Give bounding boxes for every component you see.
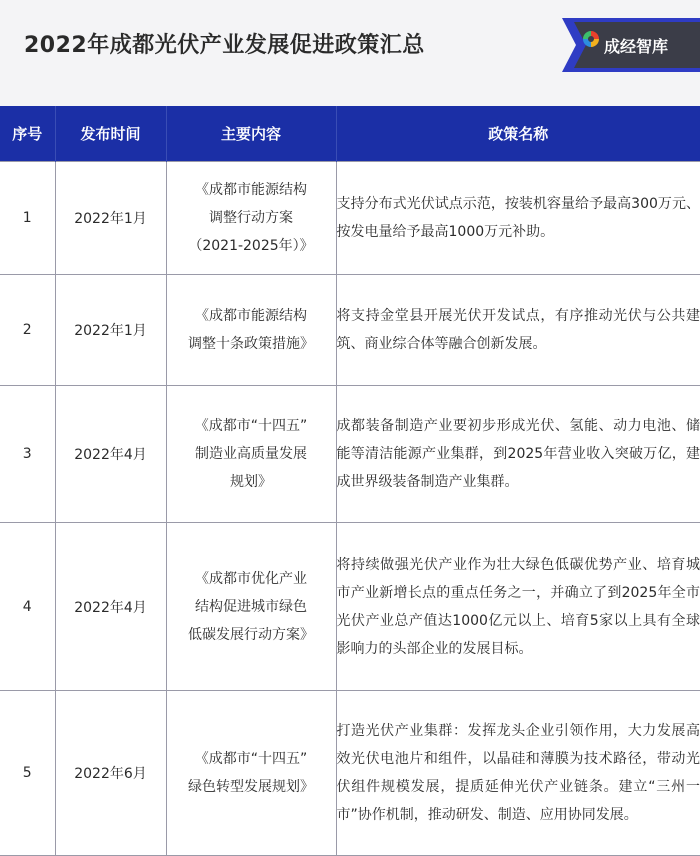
row-date: 2022年4月 (55, 523, 166, 691)
row-date: 2022年6月 (55, 691, 166, 856)
policy-table (0, 106, 700, 856)
content-line: 《成都市能源结构 (195, 182, 307, 198)
table-row (0, 691, 700, 856)
row-index: 1 (0, 162, 55, 275)
content-line: 低碳发展行动方案》 (188, 626, 314, 643)
row-policy: 打造光伏产业集群：发挥龙头企业引领作用，大力发展高效光伏电池片和组件，以晶硅和薄膜为技术路径，带动光伏组件规模发展，提质延伸光伏产业链条。建立“三州一市”协作机制，推动研发、制造、应用协同发展。 (336, 691, 700, 856)
row-content (166, 523, 336, 691)
row-index: 4 (0, 523, 55, 691)
row-policy: 将支持金堂县开展光伏开发试点，有序推动光伏与公共建筑、商业综合体等融合创新发展。 (336, 275, 700, 386)
row-policy: 将持续做强光伏产业作为壮大绿色低碳优势产业、培育城市产业新增长点的重点任务之一，并确立了到2025年全市光伏产业总产值达1000亿元以上、培育5家以上具有全球影响力的头部企业的发展目标。 (336, 523, 700, 691)
row-content (166, 691, 336, 856)
brand-label: 成经智库 (604, 36, 669, 56)
row-index: 5 (0, 691, 55, 856)
header-policy: 政策名称 (336, 106, 700, 162)
row-index: 3 (0, 386, 55, 523)
table-row (0, 386, 700, 523)
table-row (0, 162, 700, 275)
content-line: 《成都市优化产业 (195, 570, 307, 587)
brand-badge (554, 18, 700, 72)
header-date: 发布时间 (55, 106, 166, 162)
row-date: 2022年1月 (55, 275, 166, 386)
content-line: 绿色转型发展规划》 (188, 779, 314, 795)
header-content: 主要内容 (166, 106, 336, 162)
row-policy: 支持分布式光伏试点示范，按装机容量给予最高300万元、按发电量给予最高1000万元补助。 (336, 162, 700, 275)
content-line: 调整十条政策措施》 (188, 336, 314, 352)
table-header-row (0, 106, 700, 162)
page-title: 2022年成都光伏产业发展促进政策汇总 (24, 33, 425, 58)
row-content (166, 386, 336, 523)
content-line: （2021-2025年）》 (188, 238, 314, 254)
content-line: 《成都市“十四五” (194, 418, 308, 434)
row-date: 2022年4月 (55, 386, 166, 523)
row-content (166, 275, 336, 386)
content-line: 调整行动方案 (209, 210, 293, 226)
content-line: 规划》 (230, 474, 272, 490)
content-line: 《成都市“十四五” (194, 751, 308, 767)
content-line: 《成都市能源结构 (195, 308, 307, 324)
content-line: 制造业高质量发展 (195, 446, 307, 462)
page-header (0, 0, 700, 106)
row-content (166, 162, 336, 275)
header-index: 序号 (0, 106, 55, 162)
logo-icon (582, 36, 600, 54)
table-row (0, 275, 700, 386)
content-line: 结构促进城市绿色 (195, 598, 307, 615)
row-index: 2 (0, 275, 55, 386)
row-policy: 成都装备制造产业要初步形成光伏、氢能、动力电池、储能等清洁能源产业集群，到2025年营业收入突破万亿，建成世界级装备制造产业集群。 (336, 386, 700, 523)
table-row (0, 523, 700, 691)
row-date: 2022年1月 (55, 162, 166, 275)
